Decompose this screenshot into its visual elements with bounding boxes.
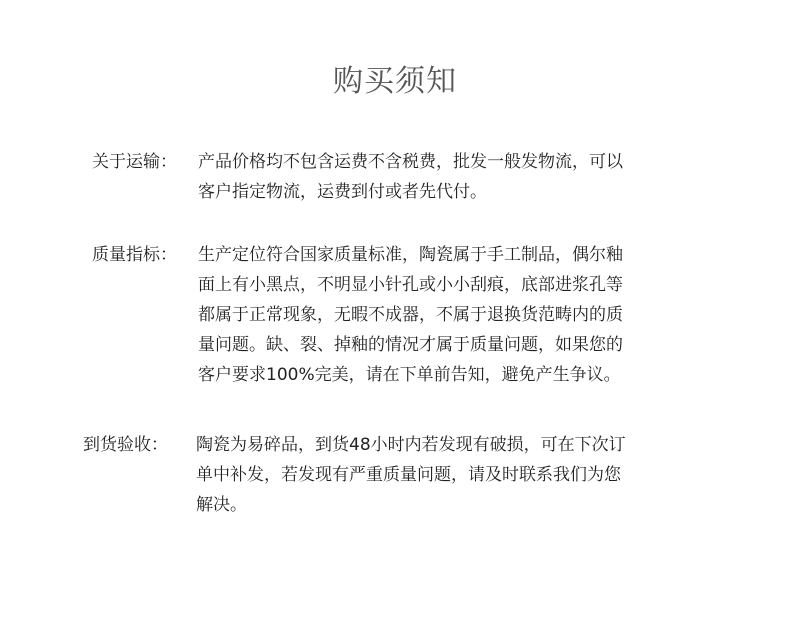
body-line: 产品价格均不包含运费不含税费，批发一般发物流，可以 xyxy=(198,152,623,172)
section-label-quality: 质量指标： xyxy=(92,245,177,265)
body-line: 客户要求100%完美，请在下单前告知，避免产生争议。 xyxy=(198,365,621,385)
body-line: 面上有小黑点，不明显小针孔或小小刮痕，底部进浆孔等 xyxy=(198,275,623,295)
body-line: 都属于正常现象，无暇不成器，不属于退换货范畴内的质 xyxy=(198,305,623,325)
body-line: 解决。 xyxy=(196,495,247,515)
section-label-receipt: 到货验收： xyxy=(83,435,168,455)
body-line: 陶瓷为易碎品，到货48小时内若发现有破损，可在下次订 xyxy=(196,435,626,455)
section-body-quality xyxy=(198,240,623,390)
section-body-shipping xyxy=(198,147,623,207)
page-title: 购买须知 xyxy=(333,64,457,99)
body-line: 客户指定物流，运费到付或者先代付。 xyxy=(198,182,487,202)
body-line: 量问题。缺、裂、掉釉的情况才属于质量问题，如果您的 xyxy=(198,335,623,355)
body-line: 生产定位符合国家质量标准，陶瓷属于手工制品，偶尔釉 xyxy=(198,245,623,265)
section-label-shipping: 关于运输： xyxy=(92,152,177,172)
body-line: 单中补发，若发现有严重质量问题，请及时联系我们为您 xyxy=(196,465,621,485)
section-body-receipt xyxy=(196,430,626,520)
